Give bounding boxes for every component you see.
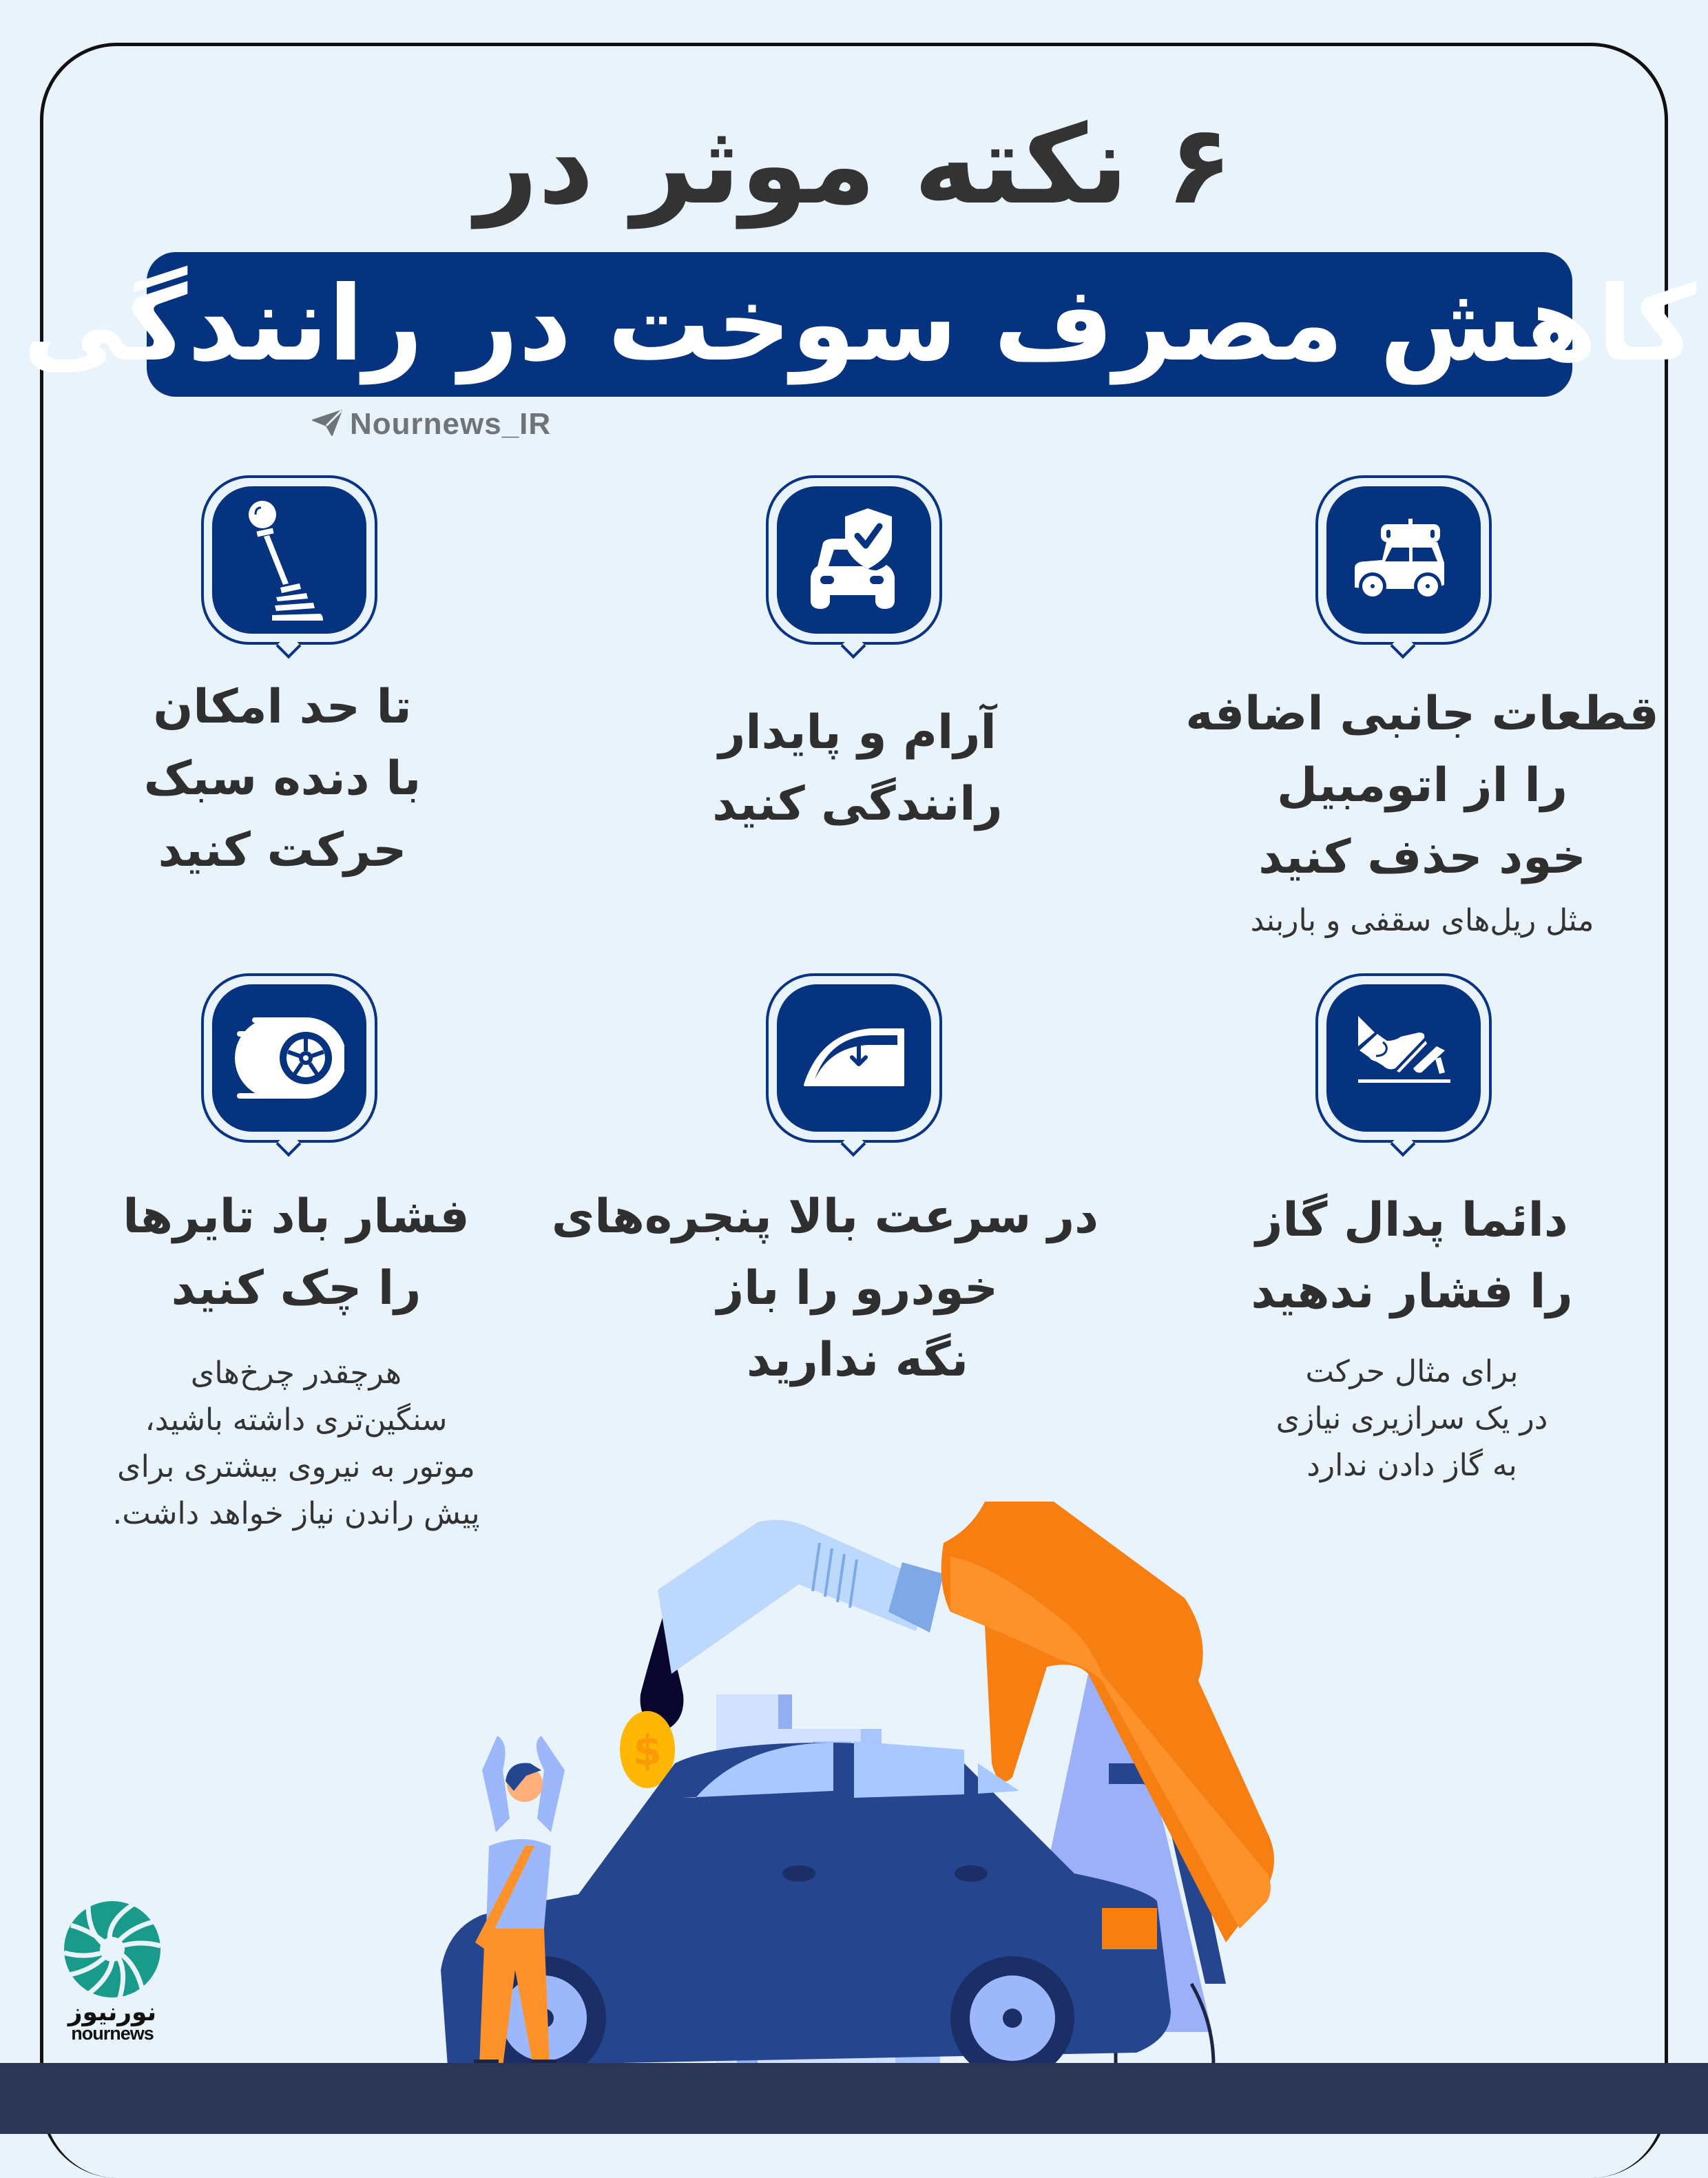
banner-title: کاهش مصرف سوخت در رانندگی <box>23 265 1696 384</box>
tip-title-line: را فشار ندهید <box>1251 1265 1573 1319</box>
tip-subtext-line: برای مثال حرکت <box>1305 1354 1519 1389</box>
logo-name-en: nournews <box>71 2023 154 2044</box>
tip-title-line: آرام و پایدار <box>718 705 997 760</box>
car-window-down-icon <box>802 1027 906 1089</box>
gear-shift-icon <box>244 498 334 622</box>
logo-name-fa: نورنیوز <box>67 1998 157 2026</box>
tip-title-line: را چک کنید <box>171 1261 421 1316</box>
tip-subtext-line: سنگین‌تری داشته باشید، <box>145 1402 448 1438</box>
tip-subtext-line: هرچقدر چرخ‌های <box>190 1356 402 1391</box>
handle-text: Nournews_IR <box>350 407 552 441</box>
gas-pedal-foot-icon <box>1355 1013 1452 1103</box>
tip-title-line: فشار باد تایرها <box>123 1190 470 1244</box>
tip-icon-roof-rack <box>1315 475 1494 661</box>
tip-subtext-line: مثل ریل‌های سقفی و باربند <box>1250 903 1594 938</box>
roof-rack-car-icon <box>1352 519 1455 601</box>
tip-title-line: خودرو را باز <box>717 1261 998 1316</box>
tip-title-line: را از اتومبیل <box>1276 758 1568 813</box>
tip-title-line: نگه ندارید <box>746 1333 969 1387</box>
bottom-bar <box>0 2063 1708 2134</box>
tire-speed-icon <box>234 1013 344 1103</box>
tip-icon-tire <box>201 973 380 1159</box>
tip-title-line: دائما پدال گاز <box>1256 1193 1568 1247</box>
tip-icon-car-shield <box>766 475 945 661</box>
tip-subtext-line: در یک سرازیری نیازی <box>1275 1401 1548 1436</box>
swirl-logo-icon <box>61 1898 164 2001</box>
page-title: ۶ نکته موثر در <box>475 102 1233 229</box>
tip-icon-gas-pedal <box>1315 973 1494 1159</box>
telegram-icon <box>311 409 343 439</box>
tip-title-line: در سرعت بالا پنجره‌های <box>551 1190 1098 1244</box>
tip-title-line: با دنده سبک <box>143 751 421 806</box>
tip-title-line: حرکت کنید <box>158 823 407 878</box>
tip-subtext-line: به گاز دادن ندارد <box>1306 1448 1517 1483</box>
svg-text:$: $ <box>633 1727 662 1775</box>
title-banner <box>23 252 1696 397</box>
tip-icon-gear-shift <box>201 475 380 661</box>
tip-title-line: خود حذف کنید <box>1258 830 1586 884</box>
fuel-nozzle-car-illustration <box>0 1502 1708 2073</box>
tip-title-line: رانندگی کنید <box>712 777 1003 831</box>
tip-title-line: قطعات جانبی اضافه <box>1185 687 1659 741</box>
tip-icon-window <box>766 973 945 1159</box>
social-handle[interactable] <box>311 405 551 444</box>
nournews-logo <box>61 1898 164 2042</box>
tip-subtext-line: پیش راندن نیاز خواهد داشت. <box>112 1496 480 1531</box>
car-shield-check-icon <box>809 508 899 612</box>
tip-title-line: تا حد امکان <box>153 680 412 734</box>
tip-subtext-line: موتور به نیروی بیشتری برای <box>117 1449 475 1484</box>
